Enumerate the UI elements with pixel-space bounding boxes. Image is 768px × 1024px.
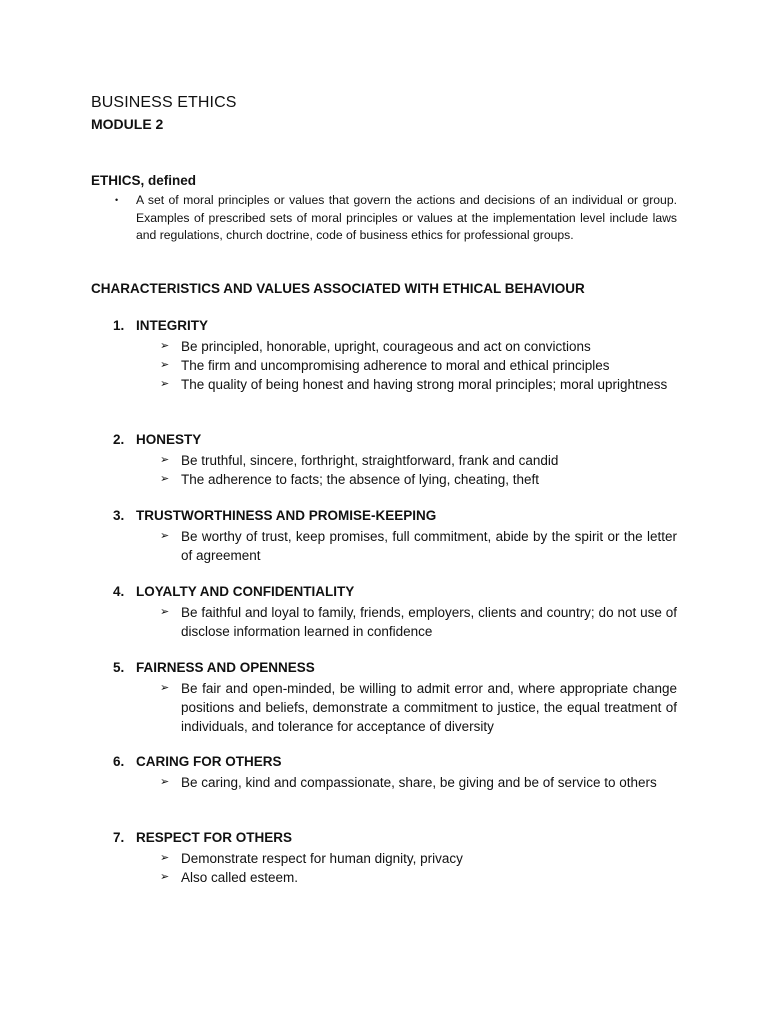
characteristic-number: 5. <box>113 660 125 675</box>
arrow-bullet-icon: ➢ <box>160 852 170 864</box>
point-text: Demonstrate respect for human dignity, privacy <box>181 851 463 866</box>
arrow-bullet-icon: ➢ <box>160 682 170 694</box>
characteristic-number: 3. <box>113 508 125 523</box>
definition-heading: ETHICS, defined <box>91 173 197 188</box>
arrow-bullet-icon: ➢ <box>160 606 170 618</box>
characteristic-number: 1. <box>113 318 125 333</box>
document-title: BUSINESS ETHICS <box>91 94 237 111</box>
characteristic-number: 6. <box>113 754 125 769</box>
characteristic-title: RESPECT FOR OTHERS <box>136 830 293 845</box>
arrow-bullet-icon: ➢ <box>160 530 170 542</box>
characteristic-title: INTEGRITY <box>136 318 209 333</box>
characteristic-number: 7. <box>113 830 125 845</box>
point-text: Be faithful and loyal to family, friends, employers, clients and country; do not use of disclose information learned in confidence <box>181 605 677 639</box>
characteristic-title: TRUSTWORTHINESS AND PROMISE-KEEPING <box>136 508 437 523</box>
arrow-bullet-icon: ➢ <box>160 340 170 352</box>
point-text: The firm and uncompromising adherence to moral and ethical principles <box>181 358 610 373</box>
arrow-bullet-icon: ➢ <box>160 473 170 485</box>
characteristic-number: 4. <box>113 584 125 599</box>
characteristic-number: 2. <box>113 432 125 447</box>
point-text: Be worthy of trust, keep promises, full commitment, abide by the spirit or the letter of agreement <box>181 529 677 563</box>
point-text: The adherence to facts; the absence of lying, cheating, theft <box>181 472 539 487</box>
point-text: Also called esteem. <box>181 870 299 885</box>
point-text: Be caring, kind and compassionate, share, be giving and be of service to others <box>181 775 657 790</box>
characteristic-title: HONESTY <box>136 432 202 447</box>
arrow-bullet-icon: ➢ <box>160 378 170 390</box>
bullet-icon: • <box>115 195 119 205</box>
arrow-bullet-icon: ➢ <box>160 871 170 883</box>
definition-text: A set of moral principles or values that govern the actions and decisions of an individual or group. Examples of prescribed sets of moral principles or values at the implementation level include laws and regulations, church doctrine, code of business ethics for professional groups. <box>136 193 677 242</box>
arrow-bullet-icon: ➢ <box>160 359 170 371</box>
characteristic-title: CARING FOR OTHERS <box>136 754 282 769</box>
point-text: Be fair and open-minded, be willing to admit error and, where appropriate change positions and beliefs, demonstrate a commitment to justice, the equal treatment of individuals, and tolerance for acceptance of diversity <box>181 681 677 734</box>
characteristic-title: FAIRNESS AND OPENNESS <box>136 660 315 675</box>
point-text: Be truthful, sincere, forthright, straightforward, frank and candid <box>181 453 559 468</box>
characteristic-title: LOYALTY AND CONFIDENTIALITY <box>136 584 355 599</box>
point-text: Be principled, honorable, upright, courageous and act on convictions <box>181 339 591 354</box>
arrow-bullet-icon: ➢ <box>160 776 170 788</box>
section-heading: CHARACTERISTICS AND VALUES ASSOCIATED WITH ETHICAL BEHAVIOUR <box>91 281 585 296</box>
point-text: The quality of being honest and having strong moral principles; moral uprightness <box>181 377 668 392</box>
document-subtitle: MODULE 2 <box>91 116 164 132</box>
arrow-bullet-icon: ➢ <box>160 454 170 466</box>
